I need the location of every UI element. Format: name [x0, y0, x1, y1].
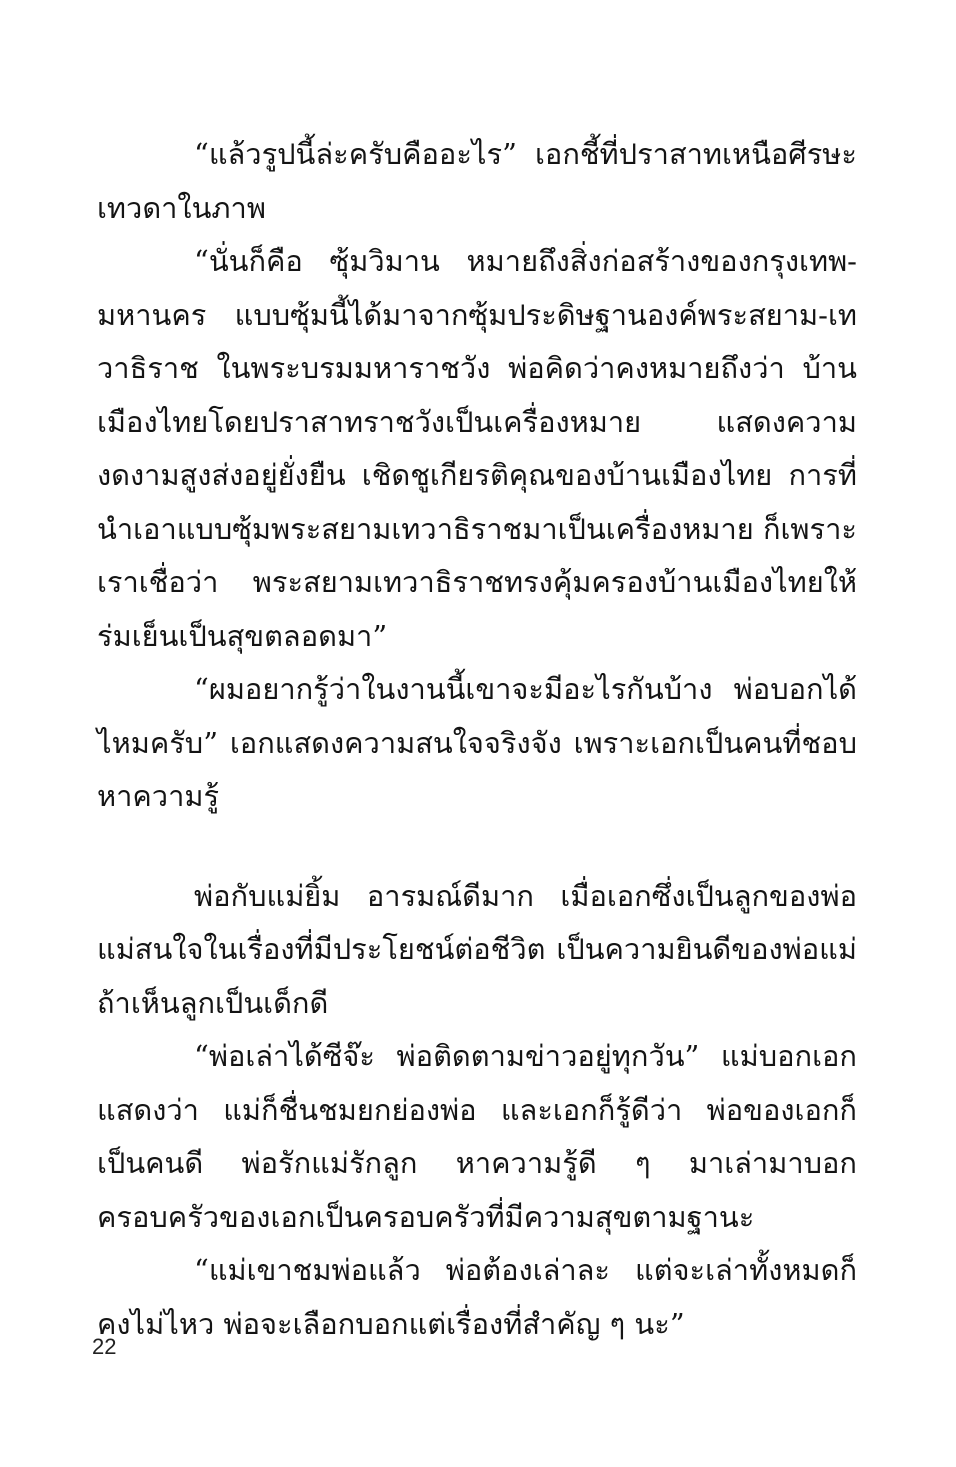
paragraph-question-picture: “แล้วรูปนี้ล่ะครับคืออะไร” เอกชี้ที่ปราสาทเหนือศีรษะเทวดาในภาพ — [97, 137, 857, 225]
paragraph-ask-about-event: “ผมอยากรู้ว่าในงานนี้เขาจะมีอะไรกันบ้าง พ่อบอกได้ไหมครับ” เอกแสดงความสนใจจริงจัง เพราะเอกเป็นคนที่ชอบหาความรู้ — [97, 672, 857, 813]
page-number: 22 — [92, 1334, 117, 1359]
body-text — [97, 128, 857, 1351]
paragraph-sum-wiman-explanation: “นั่นก็คือ ซุ้มวิมาน หมายถึงสิ่งก่อสร้างของกรุงเทพ-มหานคร แบบซุ้มนี้ได้มาจากซุ้มประดิษฐานองค์พระสยาม-เทวาธิราช ในพระบรมมหาราชวัง พ่อคิดว่าคงหมายถึงว่า บ้านเมืองไทยโดยปราสาทราชวังเป็นเครื่องหมาย แสดงความงดงามสูงส่งอยู่ยั่งยืน เชิดชูเกียรติคุณของบ้านเมืองไทย การที่นำเอาแบบซุ้มพระสยามเทวาธิราชมาเป็นเครื่องหมาย ก็เพราะเราเชื่อว่า พระสยามเทวาธิราชทรงคุ้มครองบ้านเมืองไทยให้ร่มเย็นเป็นสุขตลอดมา” — [97, 244, 857, 653]
paragraph-father-will-tell: “แม่เขาชมพ่อแล้ว พ่อต้องเล่าละ แต่จะเล่าทั้งหมดก็คงไม่ไหว พ่อจะเลือกบอกแต่เรื่องที่สำคัญ ๆ นะ” — [97, 1253, 857, 1341]
paragraph-parents-smile: พ่อกับแม่ยิ้ม อารมณ์ดีมาก เมื่อเอกซึ่งเป็นลูกของพ่อแม่สนใจในเรื่องที่มีประโยชน์ต่อชีวิต เป็นความยินดีของพ่อแม่ ถ้าเห็นลูกเป็นเด็กดี — [97, 878, 857, 1020]
paragraph-mother-praises: “พ่อเล่าได้ซีจ๊ะ พ่อติดตามข่าวอยู่ทุกวัน” แม่บอกเอกแสดงว่า แม่ก็ชื่นชมยกย่องพ่อ และเอกก็รู้ดีว่า พ่อของเอกก็เป็นคนดี พ่อรักแม่รักลูก หาความรู้ดี ๆ มาเล่ามาบอก ครอบครัวของเอกเป็นครอบครัวที่มีความสุขตามฐานะ — [97, 1039, 857, 1234]
